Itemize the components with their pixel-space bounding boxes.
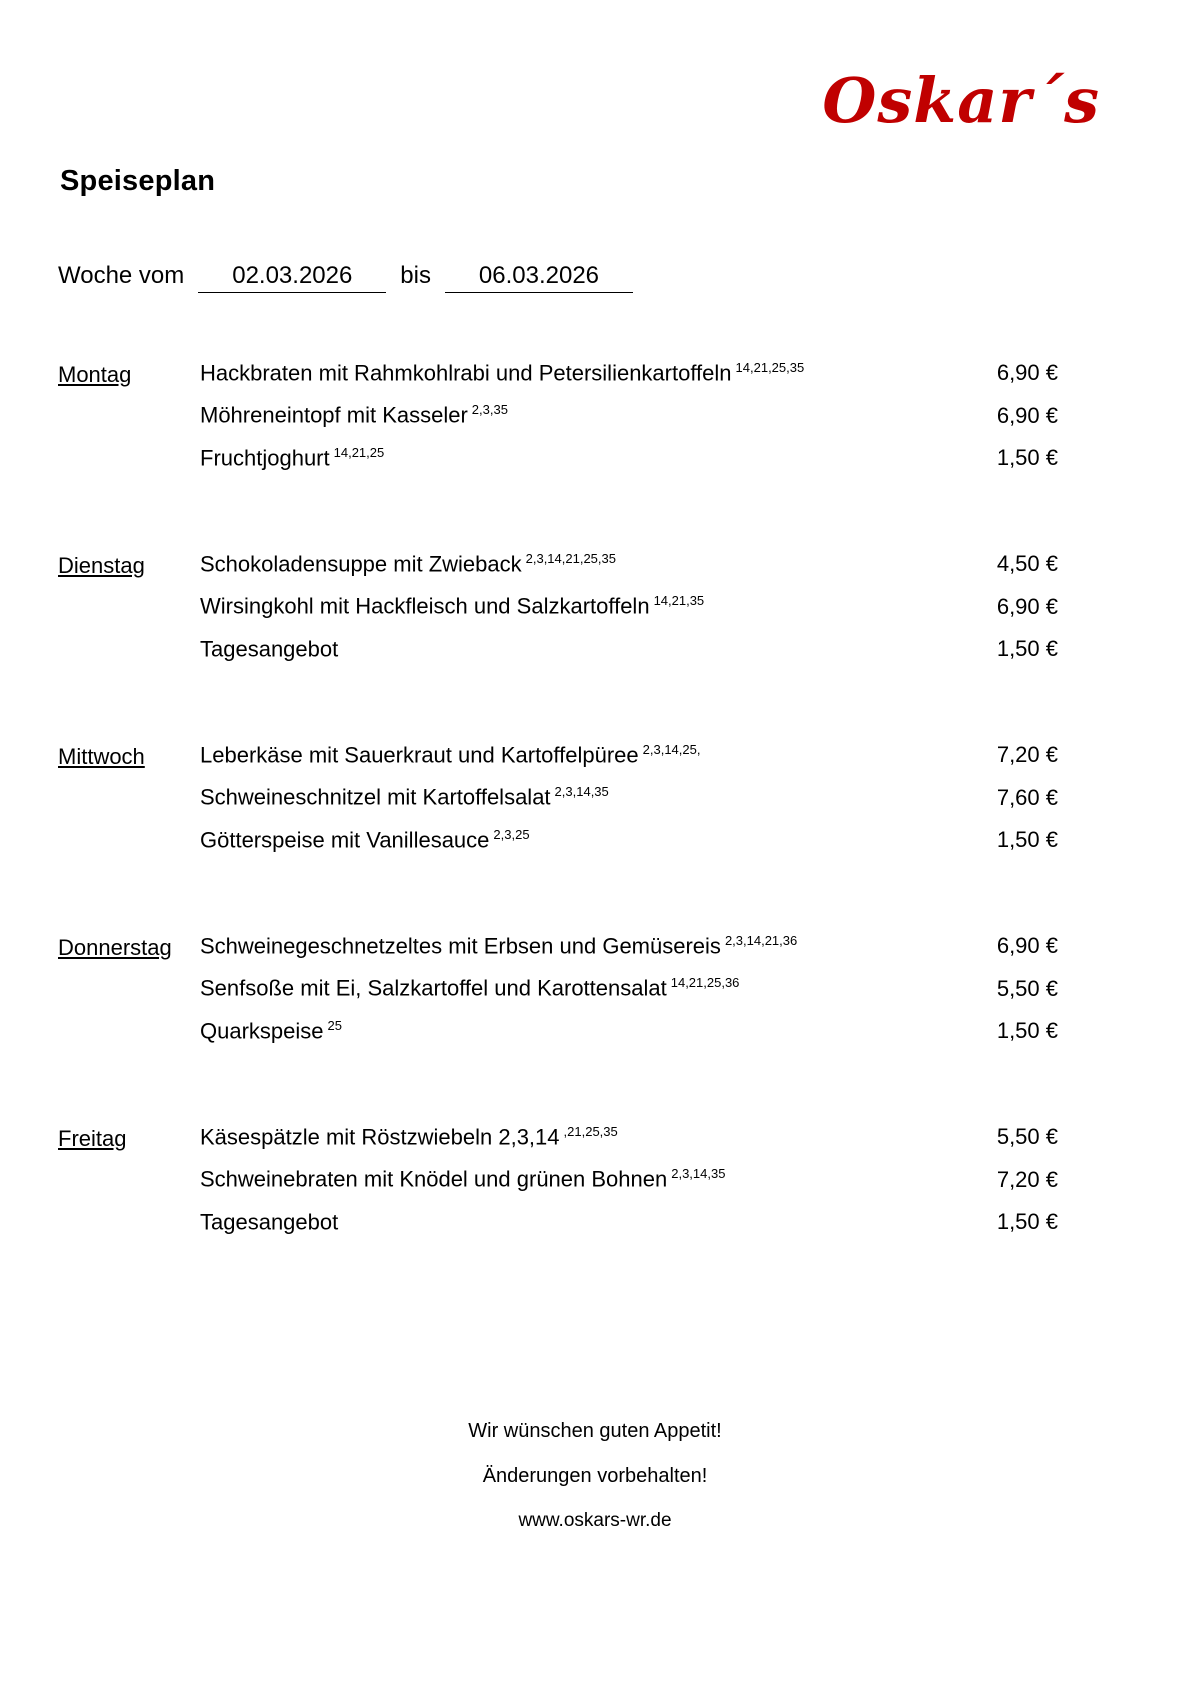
allergen-codes: 25 xyxy=(327,1017,342,1033)
allergen-codes: 14,21,25,36 xyxy=(670,975,740,991)
dish-price: 1,50 € xyxy=(996,826,1058,852)
dish-row xyxy=(200,827,1058,853)
footer-appetit: Wir wünschen guten Appetit! xyxy=(468,1420,722,1442)
footer-website: www.oskars-wr.de xyxy=(518,1510,672,1531)
dish-name: Götterspeise mit Vanillesauce $^{2,3,25}$ xyxy=(200,826,530,852)
dish-price: 1,50 € xyxy=(996,1208,1058,1234)
dish-price: 7,20 € xyxy=(996,1166,1058,1192)
day-name: Montag xyxy=(58,362,132,387)
dish-row xyxy=(200,933,1058,959)
allergen-codes: 2,3,25 xyxy=(493,826,530,842)
dish-row xyxy=(200,784,1058,810)
day-name: Freitag xyxy=(58,1125,127,1151)
dish-row xyxy=(200,402,1058,428)
allergen-codes: 2,3,14,25, xyxy=(642,741,701,757)
dish-price: 7,60 € xyxy=(996,784,1058,810)
dish-name: Wirsingkohl mit Hackfleisch und Salzkartoffeln $^{14,21,35}$ xyxy=(200,593,705,619)
dish-name: Senfsoße mit Ei, Salzkartoffel und Karottensalat $^{14,21,25,36}$ xyxy=(200,975,740,1001)
footer-disclaimer: Änderungen vorbehalten! xyxy=(482,1465,708,1487)
dish-list xyxy=(200,551,1058,662)
dish-row xyxy=(200,1166,1058,1192)
dish-name: Tagesangebot xyxy=(200,1208,339,1234)
dish-name: Schokoladensuppe mit Zwieback $^{2,3,14,21,25,35}$ xyxy=(200,550,616,577)
footer xyxy=(0,1420,1190,1532)
dish-name: Tagesangebot xyxy=(200,635,339,661)
dish-name: Quarkspeise $^{25}$ xyxy=(200,1017,342,1043)
dish-name: Leberkäse mit Sauerkraut und Kartoffelpüree $^{2,3,14,25,}$ xyxy=(200,741,701,768)
day-block xyxy=(58,360,1058,471)
allergen-codes: 2,3,14,21,36 xyxy=(724,932,798,948)
week-from-date: 02.03.2026 xyxy=(198,262,386,293)
logo-text: Oskar´s xyxy=(822,64,1100,137)
dish-list xyxy=(200,1124,1058,1235)
dish-row xyxy=(200,551,1058,577)
allergen-codes: ,21,25,35 xyxy=(563,1123,618,1139)
dish-row xyxy=(200,445,1058,471)
dish-price: 6,90 € xyxy=(996,360,1058,386)
week-from-label: Woche vom xyxy=(58,262,185,289)
dish-row xyxy=(200,742,1058,768)
allergen-codes: 2,3,14,35 xyxy=(671,1166,726,1182)
dish-row xyxy=(200,1209,1058,1235)
dish-list xyxy=(200,360,1058,471)
allergen-codes: 14,21,35 xyxy=(653,593,705,609)
dish-price: 6,90 € xyxy=(996,593,1058,619)
dish-price: 5,50 € xyxy=(996,1124,1058,1150)
dish-row xyxy=(200,360,1058,386)
dish-price: 1,50 € xyxy=(996,1017,1058,1043)
day-block xyxy=(58,933,1058,1044)
week-to-label: bis xyxy=(400,262,431,289)
dish-name: Käsespätzle mit Röstzwiebeln 2,3,14 $^{,21,25,35}$ xyxy=(200,1123,618,1150)
day-block xyxy=(58,551,1058,662)
day-list xyxy=(58,360,1058,1315)
dish-name: Schweinegeschnetzeltes mit Erbsen und Gemüsereis $^{2,3,14,21,36}$ xyxy=(200,932,798,959)
dish-name: Fruchtjoghurt $^{14,21,25}$ xyxy=(200,444,385,470)
dish-row xyxy=(200,1124,1058,1150)
allergen-codes: 2,3,35 xyxy=(471,402,508,418)
dish-price: 7,20 € xyxy=(996,742,1058,768)
dish-name: Schweineschnitzel mit Kartoffelsalat $^{2,3,14,35}$ xyxy=(200,784,609,810)
dish-price: 6,90 € xyxy=(996,402,1058,428)
dish-price: 1,50 € xyxy=(996,635,1058,661)
day-block xyxy=(58,742,1058,853)
dish-price: 6,90 € xyxy=(996,933,1058,959)
dish-name: Hackbraten mit Rahmkohlrabi und Petersilienkartoffeln $^{14,21,25,35}$ xyxy=(200,360,805,386)
week-range xyxy=(58,262,647,293)
dish-price: 5,50 € xyxy=(996,975,1058,1001)
dish-name: Schweinebraten mit Knödel und grünen Bohnen $^{2,3,14,35}$ xyxy=(200,1166,726,1192)
allergen-codes: 2,3,14,21,25,35 xyxy=(525,550,616,566)
allergen-codes: 2,3,14,35 xyxy=(554,784,609,800)
day-name: Dienstag xyxy=(58,552,145,578)
dish-row xyxy=(200,975,1058,1001)
dish-row xyxy=(200,593,1058,619)
allergen-codes: 14,21,25,35 xyxy=(735,360,805,375)
dish-list xyxy=(200,742,1058,853)
day-name: Mittwoch xyxy=(58,743,145,769)
day-name: Donnerstag xyxy=(58,934,172,960)
week-to-date: 06.03.2026 xyxy=(445,262,633,293)
page-title: Speiseplan xyxy=(60,165,216,197)
dish-price: 4,50 € xyxy=(996,551,1058,577)
allergen-codes: 14,21,25 xyxy=(333,444,385,460)
day-block xyxy=(58,1124,1058,1235)
dish-row xyxy=(200,636,1058,662)
dish-name: Möhreneintopf mit Kasseler $^{2,3,35}$ xyxy=(200,402,508,428)
dish-list xyxy=(200,933,1058,1044)
logo xyxy=(822,64,1100,137)
dish-row xyxy=(200,1018,1058,1044)
dish-price: 1,50 € xyxy=(996,444,1058,470)
